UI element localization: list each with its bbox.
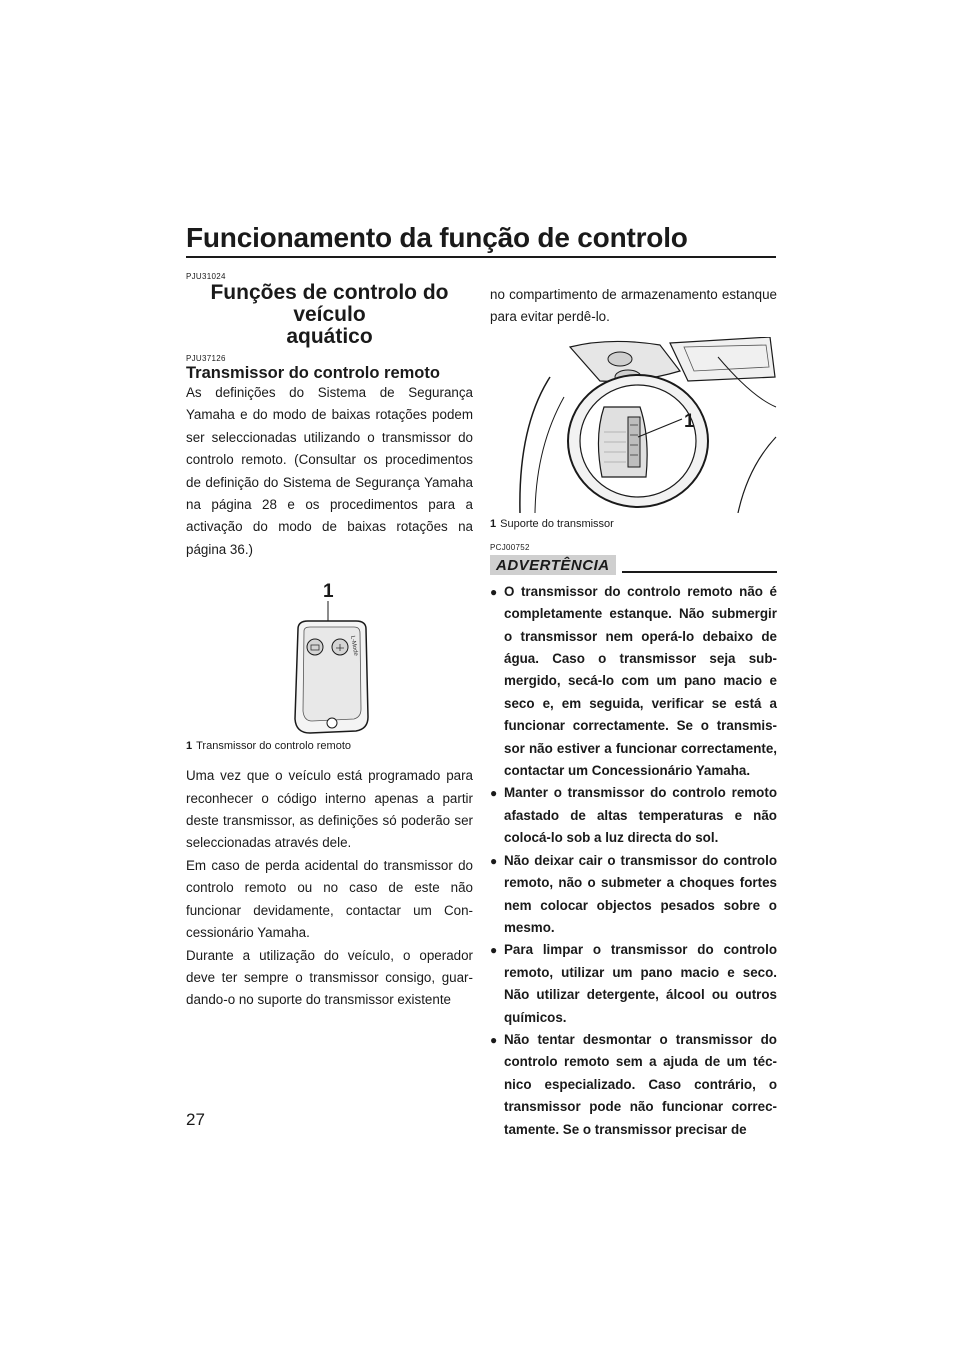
warning-item: ● Não tentar desmontar o transmissor do controlo remoto sem a ajuda de um técnico especializado. Caso contrário, o transmissor pode não funcionar correctamente. Se o transmissor precisar de	[490, 1029, 777, 1141]
figure2-caption-text: Suporte do transmissor	[500, 517, 614, 530]
bullet-icon: ●	[490, 943, 498, 958]
header-rule	[186, 256, 776, 258]
figure2-caption-num: 1	[490, 517, 497, 530]
figure1-caption-num: 1	[186, 740, 193, 753]
warning-header	[490, 555, 777, 575]
section-code: PJU31024	[186, 272, 226, 281]
figure-remote-transmitter	[186, 561, 473, 739]
figure1-callout: 1	[323, 581, 334, 603]
right-column	[490, 284, 777, 1141]
bullet-icon: ●	[490, 853, 498, 868]
figure2-callout: 1	[684, 410, 695, 432]
section-title-line1: Funções de controlo do veículo	[210, 281, 449, 326]
paragraph-usage: Durante a utilização do veículo, o operador deve ter sempre o transmissor consigo, guardando-o no suporte do transmissor existente	[186, 947, 473, 1008]
paragraph-programmed: Uma vez que o veículo está programado para reconhecer o código interno apenas a partir deste transmissor, as definições só poderão ser seleccionadas através dele.	[186, 768, 473, 851]
device-label: L-Mode	[349, 635, 359, 657]
subsection-code: PJU37126	[186, 354, 226, 363]
section-title-line2: aquático	[286, 325, 373, 348]
warning-item: ● Manter o transmissor do controlo remoto afastado de altas temperaturas e não colocá-lo sob a luz directa do sol.	[490, 782, 777, 849]
warning-item: ● Não deixar cair o transmissor do controlo remoto, não o submeter a choques fortes nem colocar objectos pesados sobre o mesmo.	[490, 850, 777, 940]
paragraph-loss: Em caso de perda acidental do transmissor do controlo remoto ou no caso de este não funcionar devidamente, contactar um Concessionário Yamaha.	[186, 857, 473, 941]
warning-item: ● Para limpar o transmissor do controlo remoto, utilizar um pano macio e seco. Não utilizar detergente, álcool ou outros químicos.	[490, 939, 777, 1029]
remote-transmitter-illustration	[186, 561, 473, 739]
warning-label: ADVERTÊNCIA	[490, 555, 616, 575]
paragraph-continued: no compartimento de armazenamento estanque para evitar perdê-lo.	[490, 287, 777, 325]
bullet-icon: ●	[490, 786, 498, 801]
section-title	[186, 282, 473, 348]
bullet-icon: ●	[490, 584, 498, 599]
paragraph-intro: As definições do Sistema de Segurança Yamaha e do modo de baixas rotações podem ser seleccionadas utilizando o transmissor do controlo remoto. (Consultar os procedimentos de definição do Sistema de Segurança Yamaha na página 28 e os procedimentos para a activação do modo de baixas rotações na página 36.)	[186, 385, 473, 557]
bullet-icon: ●	[490, 1032, 498, 1047]
warning-rule	[622, 571, 777, 573]
figure2-caption	[490, 517, 777, 531]
subsection-title: Transmissor do controlo remoto	[186, 364, 440, 382]
warning-item: ● O transmissor do controlo remoto não é completamente estanque. Não submergir o transmissor nem operá-lo debaixo de água. Caso o transmissor seja submergido, secá-lo com um pano macio e seco e, em seguida, verificar se está a funcionar correctamente. Se o transmissor não estiver a funcionar correctamente, contactar um Concessionário Yamaha.	[490, 581, 777, 783]
transmitter-holder-illustration	[490, 337, 777, 513]
left-column	[186, 272, 473, 1012]
warning-code: PCJ00752	[490, 542, 530, 552]
figure-transmitter-holder	[490, 337, 777, 513]
figure1-caption-text: Transmissor do controlo remoto	[196, 740, 351, 753]
warning-list	[490, 581, 777, 1141]
figure1-caption	[186, 739, 473, 753]
page-title: Funcionamento da função de controlo	[186, 222, 688, 253]
page-number: 27	[186, 1110, 205, 1129]
